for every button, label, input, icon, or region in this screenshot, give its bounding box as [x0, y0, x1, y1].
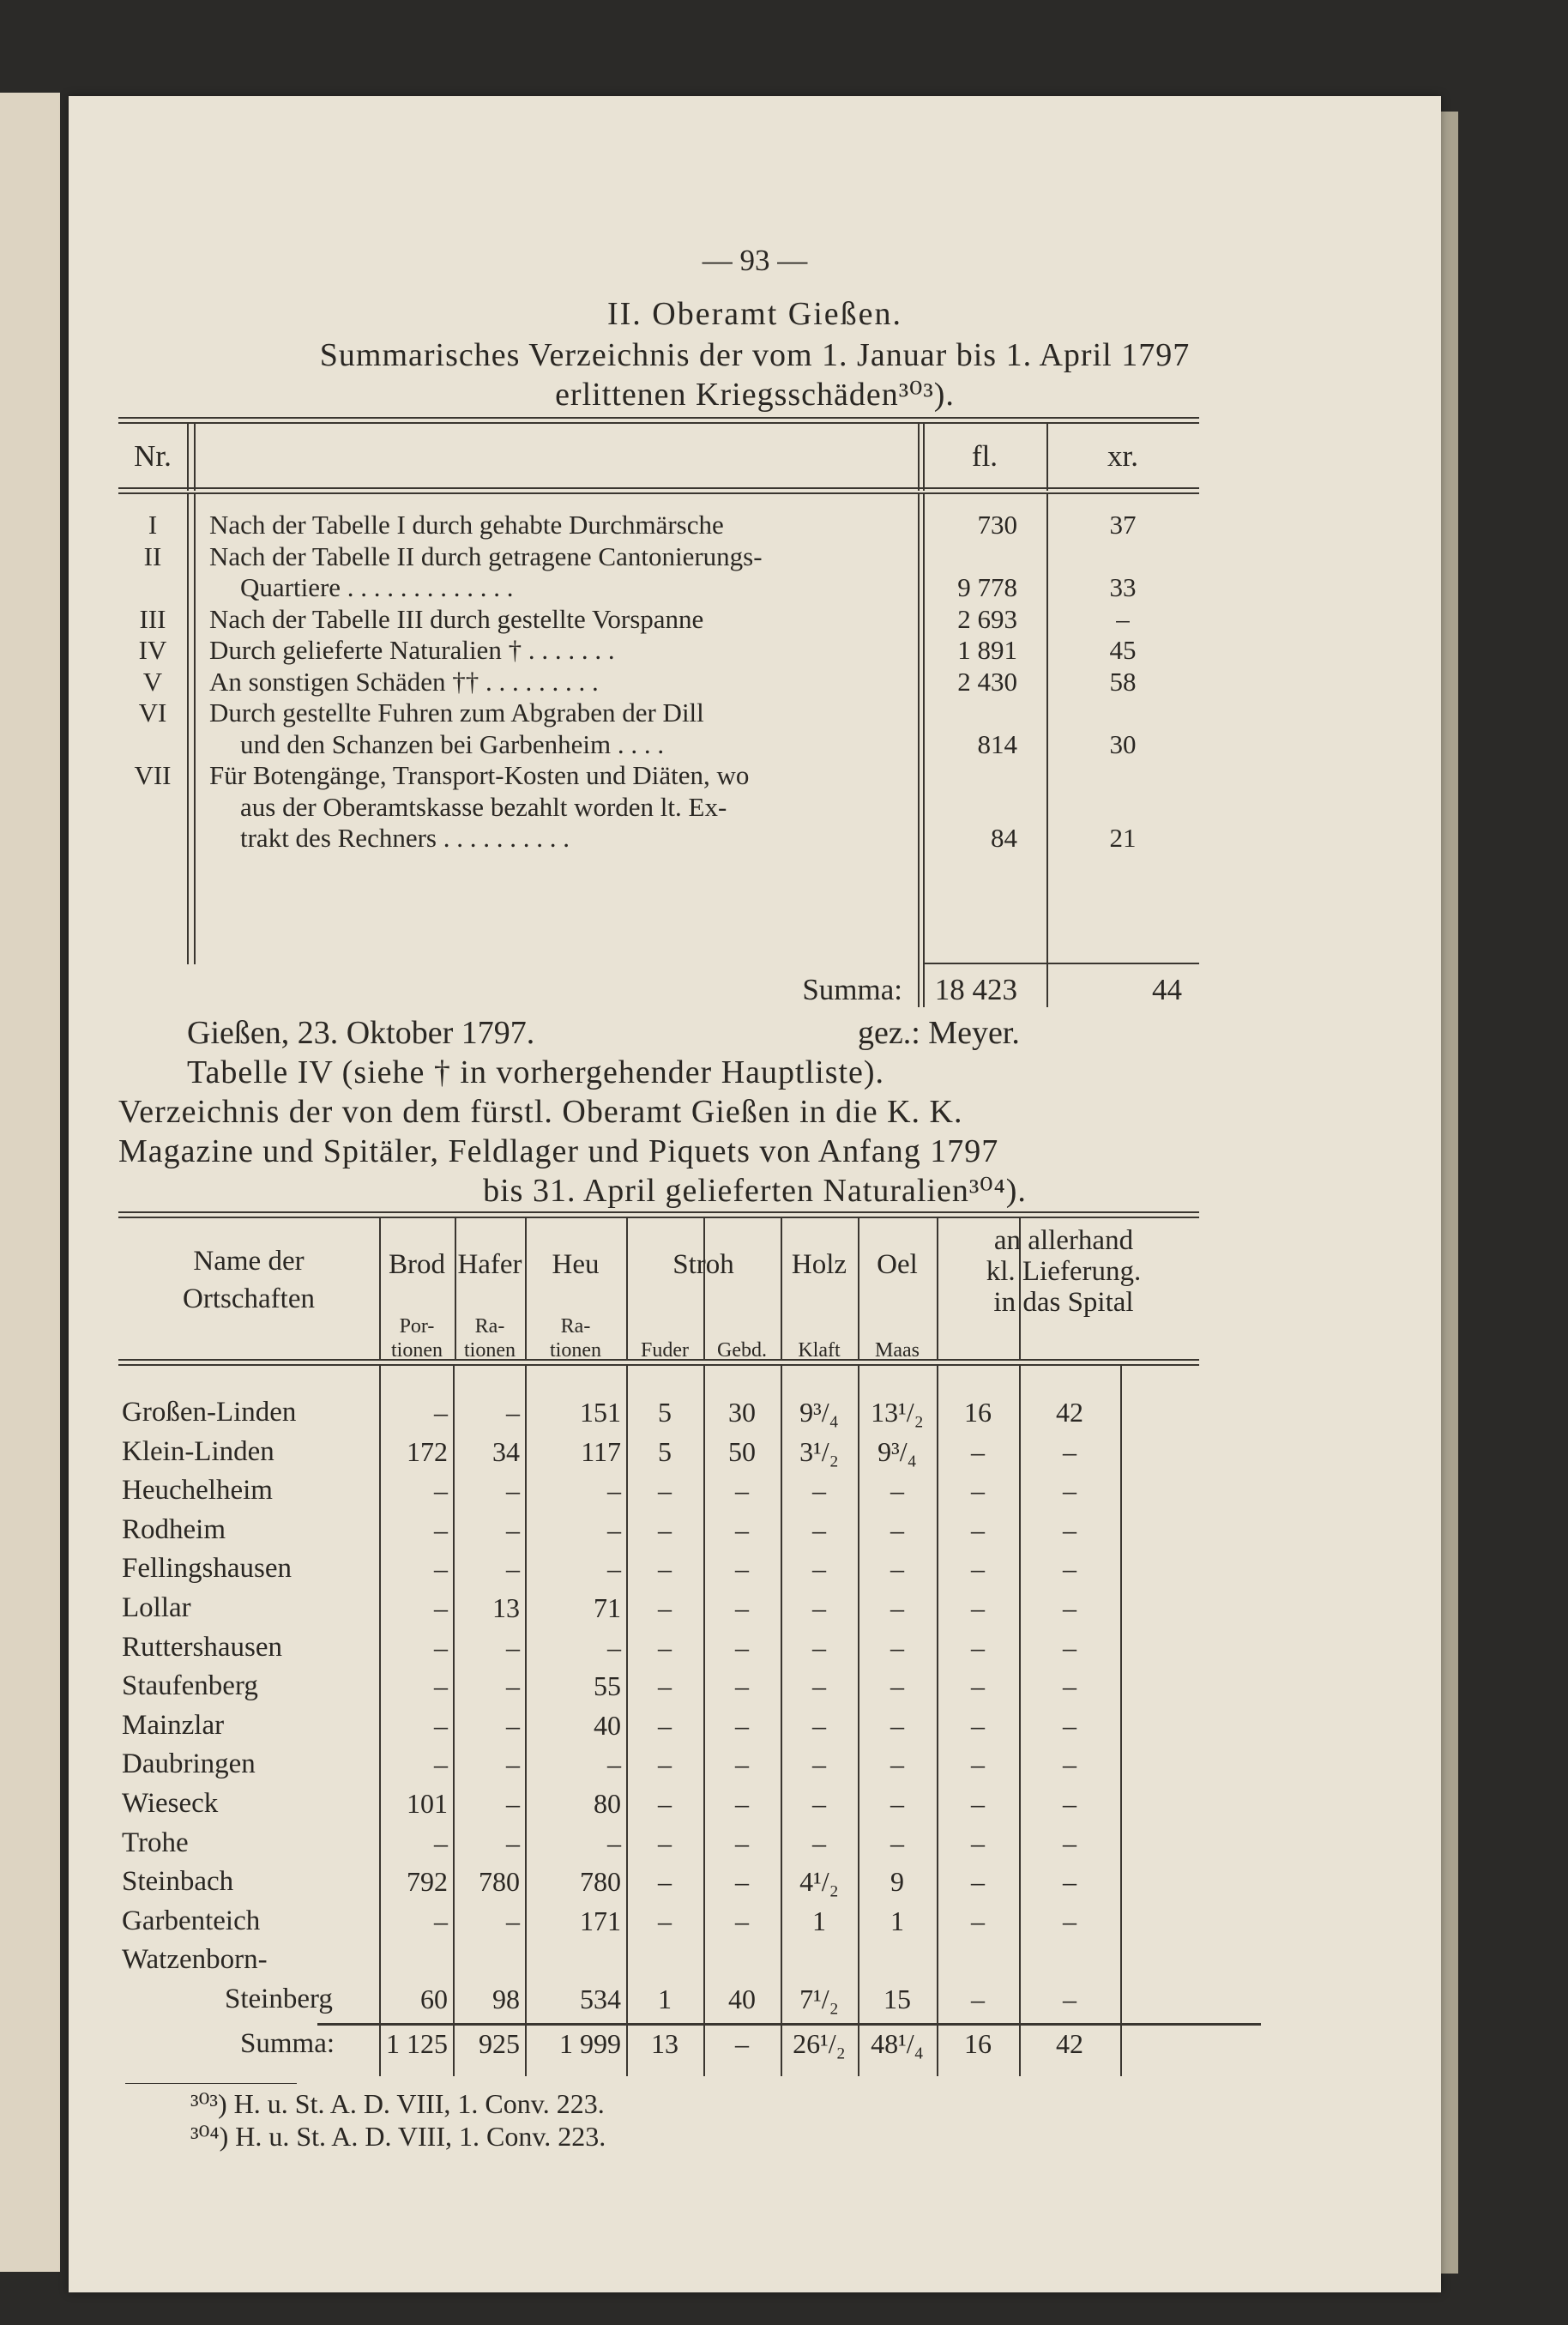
cell-value: –: [812, 1827, 826, 1858]
place-name: Lollar: [122, 1592, 191, 1623]
row-description-line: Quartiere . . . . . . . . . . . . .: [240, 572, 514, 602]
cell-value: –: [890, 1513, 904, 1545]
paragraph-line3: bis 31. April gelieferten Naturalien³⁰⁴).: [483, 1173, 1027, 1209]
cell-value: 151: [580, 1397, 621, 1428]
cell-value: –: [658, 1709, 672, 1741]
row-fl: 730: [977, 510, 1017, 540]
row-nr: V: [142, 666, 163, 697]
cell-value: –: [971, 1866, 985, 1898]
cell-value: 42: [1056, 1397, 1083, 1428]
cell-value: 13: [492, 1592, 520, 1623]
header-brod-unit1: Por-: [399, 1315, 435, 1338]
cell-value: –: [607, 1631, 621, 1663]
summa-value: 26¹/₂: [793, 2027, 846, 2059]
footnote-303: ³⁰³) H. u. St. A. D. VIII, 1. Conv. 223.: [190, 2088, 605, 2119]
place-name: Großen-Linden: [122, 1397, 297, 1428]
cell-value: –: [812, 1513, 826, 1545]
row-xr: 45: [1109, 635, 1137, 665]
summa-value: 48¹/₄: [871, 2027, 924, 2059]
cell-value: –: [890, 1788, 904, 1819]
cell-value: –: [506, 1631, 520, 1663]
cell-value: –: [1063, 1592, 1076, 1623]
cell-value: –: [971, 1748, 985, 1780]
cell-value: –: [971, 1592, 985, 1623]
signature: gez.: Meyer.: [858, 1015, 1020, 1051]
row-description-line: Nach der Tabelle I durch gehabte Durchmärsche: [209, 510, 724, 540]
cell-value: 71: [594, 1592, 621, 1623]
cell-value: –: [812, 1553, 826, 1585]
cell-value: –: [658, 1475, 672, 1507]
row-nr: I: [148, 510, 158, 540]
header-holz-unit: Klaft: [798, 1339, 841, 1362]
cell-value: –: [1063, 1553, 1076, 1585]
header-name-line2: Ortschaften: [183, 1283, 315, 1314]
cell-value: 5: [658, 1397, 672, 1428]
header-hafer: Hafer: [457, 1249, 522, 1280]
cell-value: –: [735, 1475, 749, 1507]
row-fl: 84: [991, 823, 1017, 853]
cell-value: –: [1063, 1513, 1076, 1545]
header-holz: Holz: [791, 1249, 847, 1280]
cell-value: –: [971, 1788, 985, 1819]
row-xr: 21: [1109, 823, 1137, 853]
cell-value: –: [1063, 1748, 1076, 1780]
cell-value: –: [735, 1553, 749, 1585]
row-fl: 2 430: [957, 666, 1017, 697]
col-header-nr: Nr.: [134, 439, 172, 473]
cell-value: 34: [492, 1435, 520, 1467]
cell-value: –: [735, 1709, 749, 1741]
cell-value: –: [971, 1631, 985, 1663]
cell-value: 9³/₄: [799, 1397, 839, 1428]
cell-value: 98: [492, 1984, 520, 2014]
cell-value: –: [658, 1905, 672, 1936]
subheading-line1: Summarisches Verzeichnis der vom 1. Januar bis 1. April 1797: [319, 337, 1191, 373]
place-name: Trohe: [122, 1827, 189, 1858]
cell-value: 80: [594, 1788, 621, 1819]
cell-value: –: [735, 1592, 749, 1623]
row-description-line: Für Botengänge, Transport-Kosten und Diäten, wo: [209, 760, 750, 790]
cell-value: –: [434, 1827, 448, 1858]
cell-value: –: [1063, 1788, 1076, 1819]
summa-value: 1 125: [386, 2027, 448, 2059]
row-xr: 37: [1109, 510, 1137, 540]
footnote-304: ³⁰⁴) H. u. St. A. D. VIII, 1. Conv. 223.: [190, 2121, 606, 2152]
row-description-line: und den Schanzen bei Garbenheim . . . .: [240, 728, 665, 759]
place-name: Daubringen: [122, 1748, 256, 1780]
cell-value: –: [506, 1475, 520, 1507]
col-header-fl: fl.: [971, 439, 998, 473]
cell-value: –: [1063, 1827, 1076, 1858]
cell-value: –: [607, 1513, 621, 1545]
row-fl: 9 778: [957, 572, 1017, 602]
row-nr: IV: [138, 635, 167, 665]
row-description-line: An sonstigen Schäden †† . . . . . . . . .: [209, 666, 599, 697]
cell-value: –: [735, 1827, 749, 1858]
header-brod: Brod: [389, 1249, 445, 1280]
cell-value: –: [434, 1553, 448, 1585]
cell-value: –: [890, 1748, 904, 1780]
header-spital-line2: kl. Lieferung.: [986, 1256, 1142, 1287]
row-xr: –: [1116, 603, 1130, 634]
cell-value: –: [658, 1748, 672, 1780]
cell-value: 40: [594, 1709, 621, 1741]
row-xr: 33: [1109, 572, 1137, 602]
place-name: Fellingshausen: [122, 1553, 292, 1585]
cell-value: 5: [658, 1435, 672, 1467]
place-name: Wieseck: [122, 1788, 219, 1819]
cell-value: –: [434, 1748, 448, 1780]
summa-value: 13: [651, 2027, 678, 2059]
cell-value: –: [434, 1905, 448, 1936]
cell-value: –: [1063, 1435, 1076, 1467]
header-oel-unit: Maas: [875, 1339, 920, 1362]
row-xr: 30: [1109, 728, 1137, 759]
cell-value: 792: [407, 1866, 448, 1898]
cell-value: –: [812, 1748, 826, 1780]
cell-value: –: [890, 1475, 904, 1507]
cell-value: –: [812, 1670, 826, 1702]
header-spital-line1: an allerhand: [993, 1225, 1134, 1256]
summa-value: –: [735, 2027, 749, 2059]
cell-value: –: [735, 1748, 749, 1780]
row-fl: 1 891: [957, 635, 1017, 665]
summa-value: 16: [964, 2027, 992, 2059]
cell-value: –: [890, 1592, 904, 1623]
place-name: Staufenberg: [122, 1670, 258, 1702]
cell-value: –: [506, 1788, 520, 1819]
header-heu: Heu: [552, 1249, 600, 1280]
cell-value: –: [658, 1827, 672, 1858]
cell-value: 60: [420, 1984, 448, 2014]
cell-value: 1: [812, 1905, 826, 1936]
cell-value: –: [890, 1827, 904, 1858]
header-brod-unit2: tionen: [391, 1339, 443, 1362]
summa-fl: 18 423: [934, 973, 1017, 1006]
cell-value: –: [1063, 1984, 1076, 2014]
summa-value: 925: [479, 2027, 520, 2059]
place-name: Klein-Linden: [122, 1435, 274, 1467]
cell-value: 9: [890, 1866, 904, 1898]
page-stack-edge: [1441, 112, 1458, 2274]
summa-value: 42: [1056, 2027, 1083, 2059]
summa-label: Summa:: [802, 973, 902, 1006]
cell-value: –: [971, 1827, 985, 1858]
cell-value: 55: [594, 1670, 621, 1702]
cell-value: –: [434, 1709, 448, 1741]
cell-value: –: [658, 1631, 672, 1663]
summa-xr: 44: [1152, 973, 1182, 1006]
cell-value: –: [735, 1866, 749, 1898]
cell-value: 172: [407, 1435, 448, 1467]
cell-value: –: [735, 1513, 749, 1545]
cell-value: –: [434, 1513, 448, 1545]
header-heu-unit2: tionen: [550, 1339, 601, 1362]
row-fl: 814: [977, 728, 1017, 759]
cell-value: –: [812, 1788, 826, 1819]
place-name: Ruttershausen: [122, 1631, 282, 1663]
facing-page-edge: [0, 93, 60, 2272]
cell-value: –: [971, 1513, 985, 1545]
header-stroh: Stroh: [672, 1249, 734, 1280]
cell-value: –: [434, 1397, 448, 1428]
cell-value: –: [1063, 1709, 1076, 1741]
cell-value: 780: [479, 1866, 520, 1898]
cell-value: 30: [728, 1397, 756, 1428]
cell-value: –: [658, 1788, 672, 1819]
cell-value: –: [506, 1905, 520, 1936]
header-hafer-unit2: tionen: [464, 1339, 516, 1362]
paragraph-line1: Verzeichnis der von dem fürstl. Oberamt Gießen in die K. K.: [118, 1094, 963, 1130]
cell-value: –: [735, 1670, 749, 1702]
cell-value: –: [1063, 1475, 1076, 1507]
cell-value: –: [506, 1513, 520, 1545]
place-name: Garbenteich: [122, 1905, 261, 1936]
header-spital-line3: in das Spital: [993, 1287, 1134, 1318]
header-heu-unit1: Ra-: [560, 1315, 591, 1338]
cell-value: –: [1063, 1670, 1076, 1702]
place-name: Steinberg: [225, 1984, 333, 2014]
cell-value: –: [812, 1709, 826, 1741]
summa-label: Summa:: [240, 2027, 335, 2059]
cell-value: –: [607, 1748, 621, 1780]
cell-value: 171: [580, 1905, 621, 1936]
row-description-line: Durch gestellte Fuhren zum Abgraben der Dill: [209, 698, 704, 728]
cell-value: –: [890, 1631, 904, 1663]
cell-value: 101: [407, 1788, 448, 1819]
cell-value: –: [812, 1631, 826, 1663]
cell-value: –: [434, 1631, 448, 1663]
book-page: [69, 96, 1441, 2292]
row-description-line: aus der Oberamtskasse bezahlt worden lt. Ex-: [240, 791, 727, 822]
row-fl: 2 693: [957, 603, 1017, 634]
summa-value: 1 999: [559, 2027, 621, 2059]
cell-value: 13¹/₂: [871, 1397, 924, 1428]
cell-value: 1: [658, 1984, 672, 2014]
cell-value: –: [735, 1905, 749, 1936]
cell-value: –: [506, 1748, 520, 1780]
place-name: Mainzlar: [122, 1709, 225, 1741]
cell-value: 50: [728, 1435, 756, 1467]
place-name: Watzenborn-: [122, 1944, 268, 1976]
cell-value: –: [890, 1553, 904, 1585]
cell-value: –: [658, 1592, 672, 1623]
place-name: Rodheim: [122, 1513, 226, 1545]
cell-value: 1: [890, 1905, 904, 1936]
cell-value: –: [971, 1553, 985, 1585]
cell-value: –: [890, 1670, 904, 1702]
cell-value: –: [971, 1984, 985, 2014]
row-description-line: trakt des Rechners . . . . . . . . . .: [240, 823, 570, 853]
cell-value: –: [971, 1709, 985, 1741]
header-fuder: Fuder: [641, 1339, 689, 1362]
paragraph-line2: Magazine und Spitäler, Feldlager und Piquets von Anfang 1797: [118, 1133, 999, 1169]
cell-value: –: [506, 1709, 520, 1741]
cell-value: –: [735, 1788, 749, 1819]
cell-value: –: [607, 1475, 621, 1507]
col-header-xr: xr.: [1107, 439, 1138, 473]
place-date: Gießen, 23. Oktober 1797.: [187, 1015, 535, 1051]
cell-value: –: [971, 1475, 985, 1507]
cell-value: 4¹/₂: [799, 1866, 839, 1898]
cell-value: 534: [580, 1984, 621, 2014]
row-nr: VII: [134, 760, 172, 790]
cell-value: –: [506, 1553, 520, 1585]
subheading-line2: erlittenen Kriegsschäden³⁰³).: [555, 377, 955, 413]
cell-value: –: [434, 1670, 448, 1702]
row-xr: 58: [1109, 666, 1137, 697]
header-hafer-unit1: Ra-: [474, 1315, 505, 1338]
cell-value: 117: [581, 1435, 621, 1467]
cell-value: 7¹/₂: [799, 1984, 839, 2014]
cell-value: –: [658, 1670, 672, 1702]
cell-value: –: [890, 1709, 904, 1741]
place-name: Steinbach: [122, 1866, 234, 1898]
cell-value: –: [506, 1397, 520, 1428]
cell-value: –: [658, 1866, 672, 1898]
cell-value: –: [658, 1553, 672, 1585]
cell-value: –: [434, 1475, 448, 1507]
cell-value: 9³/₄: [877, 1435, 917, 1467]
cell-value: –: [434, 1592, 448, 1623]
cell-value: –: [1063, 1905, 1076, 1936]
cell-value: –: [971, 1905, 985, 1936]
cell-value: –: [1063, 1866, 1076, 1898]
cell-value: –: [506, 1670, 520, 1702]
header-gebd: Gebd.: [717, 1339, 767, 1362]
row-description-line: Durch gelieferte Naturalien † . . . . . . .: [209, 635, 615, 665]
cell-value: –: [506, 1827, 520, 1858]
cell-value: 15: [884, 1984, 911, 2014]
cell-value: –: [607, 1553, 621, 1585]
cell-value: 780: [580, 1866, 621, 1898]
cell-value: 3¹/₂: [799, 1435, 839, 1467]
row-nr: VI: [138, 698, 167, 728]
header-name-line1: Name der: [193, 1246, 305, 1277]
header-oel: Oel: [877, 1249, 918, 1280]
row-nr: II: [143, 540, 162, 571]
cell-value: –: [607, 1827, 621, 1858]
page-number: — 93 —: [702, 244, 808, 277]
place-name: Heuchelheim: [122, 1475, 273, 1507]
section-heading: II. Oberamt Gießen.: [607, 296, 902, 332]
row-description-line: Nach der Tabelle II durch getragene Cantonierungs-: [209, 540, 763, 571]
tabelle-title: Tabelle IV (siehe † in vorhergehender Hauptliste).: [187, 1054, 885, 1090]
cell-value: 40: [728, 1984, 756, 2014]
cell-value: –: [971, 1435, 985, 1467]
row-nr: III: [139, 603, 166, 634]
cell-value: –: [735, 1631, 749, 1663]
cell-value: –: [812, 1475, 826, 1507]
cell-value: –: [1063, 1631, 1076, 1663]
row-description-line: Nach der Tabelle III durch gestellte Vorspanne: [209, 603, 704, 634]
cell-value: –: [812, 1592, 826, 1623]
cell-value: 16: [964, 1397, 992, 1428]
cell-value: –: [658, 1513, 672, 1545]
cell-value: –: [971, 1670, 985, 1702]
